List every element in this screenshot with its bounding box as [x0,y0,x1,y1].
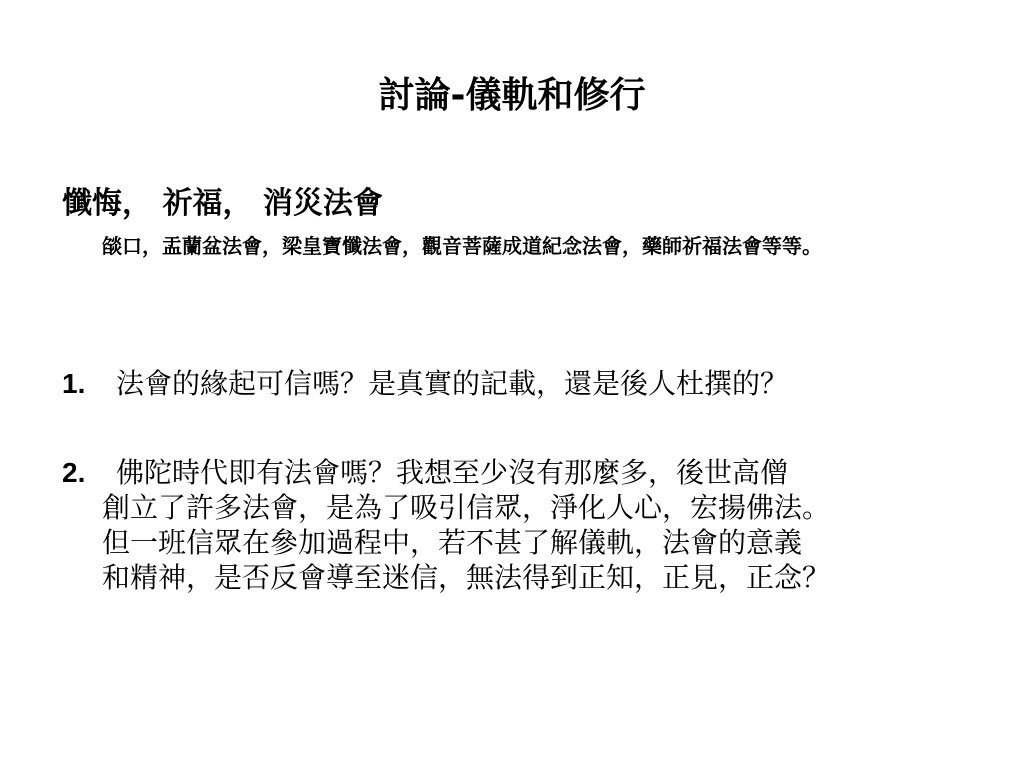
section-heading: 懺悔， 祈福， 消災法會 [62,186,383,221]
point-text-line: 但一班信眾在參加過程中，若不甚了解儀軌，法會的意義 [102,526,803,559]
point-text-line: 和精神，是否反會導至迷信，無法得到正知，正見，正念？ [102,561,831,594]
discussion-point-2 [62,455,992,595]
point-number: 1. [62,368,86,399]
point-number: 2. [62,457,86,488]
point-text-line: 創立了許多法會，是為了吸引信眾，淨化人心，宏揚佛法。 [102,491,831,524]
slide-title: 討論-儀軌和修行 [378,75,646,116]
point-text: 法會的緣起可信嗎？是真實的記載，還是後人杜撰的？ [116,367,789,400]
point-text-line: 佛陀時代即有法會嗎？我想至少沒有那麼多，後世高僧 [116,456,789,489]
discussion-point-1 [62,366,962,401]
section-subtext: 燄口，盂蘭盆法會，梁皇寶懺法會，觀音菩薩成道紀念法會，藥師祈福法會等等。 [102,234,822,258]
